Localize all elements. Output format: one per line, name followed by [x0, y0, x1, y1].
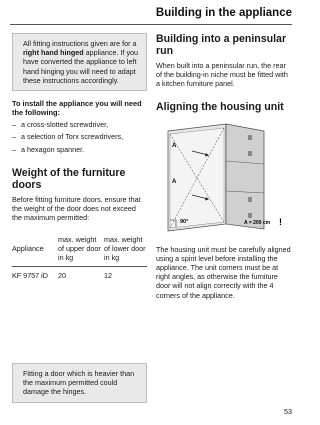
align-text: The housing unit must be carefully aligned using a spirit level before installing the appliance. The unit corners must be at right angles, as otherwise the furniture door will not align correctly with the 4 corners of the appliance. [156, 244, 291, 300]
table-cell: 12 [104, 271, 112, 281]
peninsular-heading: Building into a peninsular run [156, 33, 287, 57]
column-header: Appliance [12, 243, 44, 253]
table-cell: KF 9757 iD [12, 271, 48, 281]
list-item: – a selection of Torx screwdrivers, [12, 132, 124, 142]
list-item: – a cross-slotted screwdriver, [12, 119, 109, 129]
page-header-title: Building in the appliance [155, 7, 292, 19]
left-column [12, 33, 147, 281]
dimension-label: A = 200 cm [244, 219, 271, 226]
housing-unit-drawing [168, 124, 264, 231]
doors-text: Before fitting furniture doors, ensure that the weight of the door does not exceed the maximum permitted: [12, 194, 141, 223]
right-column [156, 33, 292, 300]
note-text-bold: right hand hinged [23, 48, 84, 58]
door-weight-table [12, 236, 147, 281]
note-text-end: appliance. If you have converted the appliance to left hand hinging you will need to adapt these instructions accordingly. [23, 48, 139, 85]
align-heading: Aligning the housing unit [156, 100, 284, 113]
warning-mark: ! [279, 216, 282, 227]
column-header: max. weight of upper door in kg [58, 235, 101, 262]
header-divider [10, 24, 292, 25]
tools-heading: To install the appliance you will need the following: [12, 99, 142, 118]
warning-text: Fitting a door which is heavier than the maximum permitted could damage the hinges. [23, 369, 135, 397]
column-header: max. weight of lower door in kg [104, 235, 146, 262]
note-text-start: All fitting instructions given are for a [23, 39, 137, 48]
diagram-label-a: A [172, 142, 177, 149]
hinge-warning-box [12, 363, 147, 403]
peninsular-text: When built into a peninsular run, the rear of the building-in niche must be fitted with a kitchen furniture panel. [156, 61, 288, 89]
angle-label: 90° [180, 218, 189, 225]
table-cell: 20 [58, 271, 66, 281]
table-header-row [12, 236, 147, 267]
page-number: 53 [284, 407, 292, 416]
diagram-label-a: A [172, 178, 177, 185]
housing-unit-diagram [156, 121, 292, 236]
doors-heading: Weight of the furniture doors [12, 166, 126, 191]
list-item: – a hexagon spanner. [12, 145, 85, 155]
table-row [12, 267, 147, 281]
tools-list [12, 120, 147, 155]
hinge-note-box [12, 33, 147, 91]
